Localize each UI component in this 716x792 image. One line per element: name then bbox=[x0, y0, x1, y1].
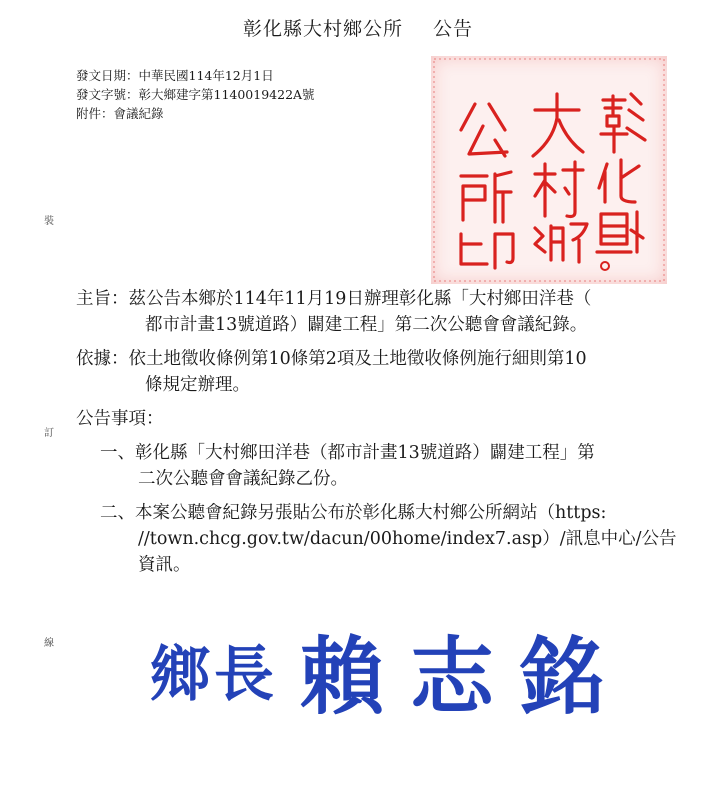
notice-item-2-text-1: 本案公聽會紀錄另張貼公布於彰化縣大村鄉公所網站（https: bbox=[135, 503, 607, 523]
official-seal-graphic bbox=[431, 56, 667, 284]
notice-item-2-text-2: //town.chcg.gov.tw/dacun/00home/index7.asp）/訊息中心/公告 bbox=[138, 529, 677, 549]
notice-item-2 bbox=[76, 500, 656, 526]
announcement-body bbox=[76, 286, 677, 578]
basis-line-1 bbox=[76, 346, 656, 372]
binding-mark-bottom: 線 bbox=[44, 638, 54, 649]
document-metadata bbox=[76, 66, 315, 123]
notice-label: 公告事項： bbox=[76, 409, 164, 429]
subject-label: 主旨： bbox=[76, 289, 129, 309]
document-kind: 公告 bbox=[433, 18, 474, 40]
notice-item-1-text-2: 二次公聽會會議紀錄乙份。 bbox=[138, 469, 348, 489]
signatory-name: 賴志銘 bbox=[300, 627, 631, 726]
basis-text-2: 條規定辦理。 bbox=[145, 375, 250, 395]
binding-mark-top: 裝 bbox=[44, 216, 54, 227]
document-number: 發文字號：彰大鄉建字第1140019422A號 bbox=[76, 87, 315, 102]
subject-line-1 bbox=[76, 286, 656, 312]
notice-item-1 bbox=[76, 440, 656, 466]
signature-stamp bbox=[150, 622, 631, 726]
issuing-office: 彰化縣大村鄉公所 bbox=[242, 18, 403, 40]
binding-mark-middle: 訂 bbox=[44, 428, 54, 439]
basis-text-1: 依土地徵收條例第10條第2項及土地徵收條例施行細則第10 bbox=[128, 349, 587, 369]
subject-text-1: 茲公告本鄉於114年11月19日辦理彰化縣「大村鄉田洋巷（ bbox=[128, 289, 592, 309]
basis-label: 依據： bbox=[76, 349, 129, 369]
signatory-title: 鄉長 bbox=[150, 640, 278, 710]
issue-date: 發文日期：中華民國114年12月1日 bbox=[76, 68, 274, 83]
subject-text-2: 都市計畫13號道路）闢建工程」第二次公聽會會議紀錄。 bbox=[145, 315, 588, 335]
notice-item-1-text-1: 彰化縣「大村鄉田洋巷（都市計畫13號道路）闢建工程」第 bbox=[135, 443, 595, 463]
attachment: 附件：會議紀錄 bbox=[76, 106, 164, 121]
notice-item-marker: 一、 bbox=[100, 443, 135, 463]
document-title bbox=[0, 14, 716, 41]
notice-item-2-text-3: 資訊。 bbox=[138, 555, 191, 575]
official-seal-icon bbox=[431, 56, 667, 284]
notice-item-marker: 二、 bbox=[100, 503, 135, 523]
